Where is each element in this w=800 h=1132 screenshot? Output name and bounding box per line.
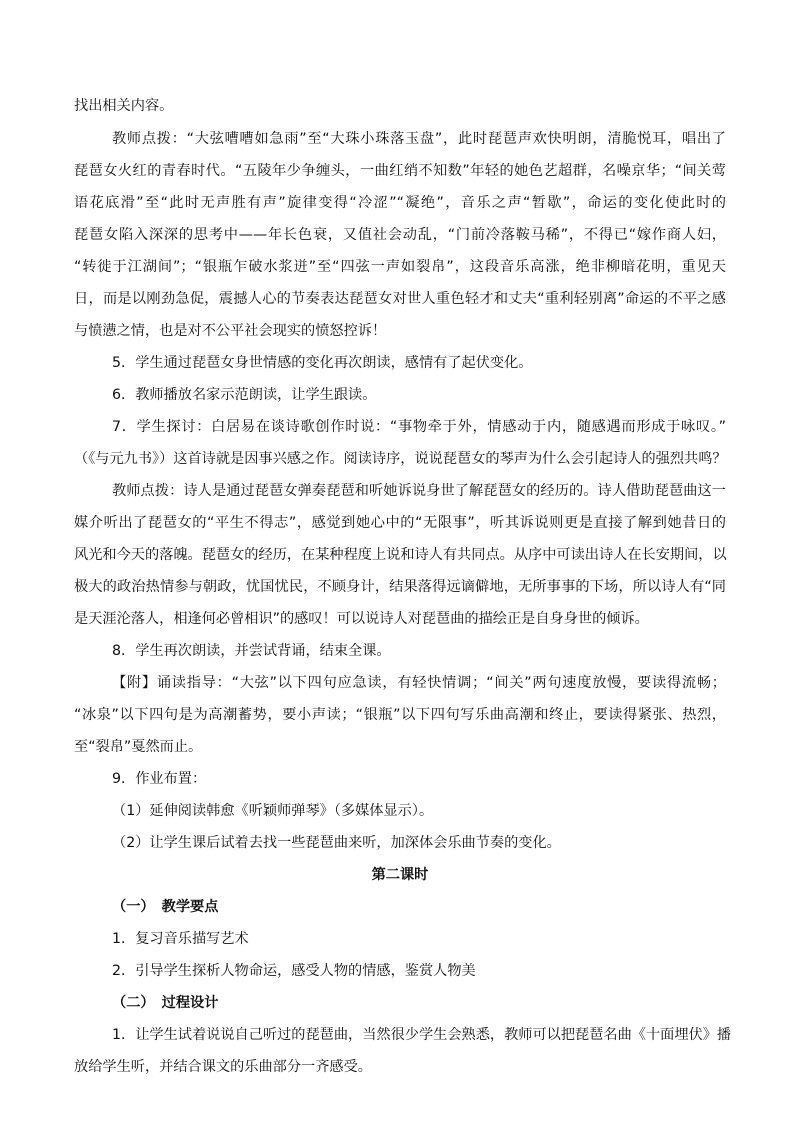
paragraph-line: 放给学生听，并结合课文的乐曲部分一齐感受。 — [74, 1059, 372, 1075]
paragraph-line: 琵琶女火红的青春时代。“五陵年少争缠头，一曲红绡不知数”年轻的她色艺超群，名噪京华；“间关莺 — [74, 163, 726, 179]
paragraph-line: 极大的政治热情参与朝政，忧国忧民，不顾身计，结果落得远谪僻地，无所事事的下场，所以诗人有“同 — [74, 579, 726, 595]
paragraph-line: 1．让学生试着说说自己听过的琵琶曲，当然很少学生会熟悉，教师可以把琵琶名曲《十面埋伏》播 — [112, 1027, 732, 1043]
paragraph-line: 琵琶女陷入深深的思考中——年长色衰，又值社会动乱，“门前冷落鞍马稀”，不得已“嫁作商人妇， — [74, 227, 726, 243]
subsection-title: （一） 教学要点 — [112, 899, 219, 915]
paragraph-line: （《与元九书》）这首诗就是因事兴感之作。阅读诗序，说说琵琶女的琴声为什么会引起诗人的强烈共鸣？ — [74, 451, 727, 467]
paragraph-line: 是天涯沦落人，相逢何必曾相识”的感叹！可以说诗人对琵琶曲的描绘正是自身身世的倾诉。 — [74, 611, 649, 627]
paragraph-line: 6．教师播放名家示范朗读，让学生跟读。 — [112, 387, 377, 403]
paragraph-line: （2）让学生课后试着去找一些琵琶曲来听，加深体会乐曲节奏的变化。 — [112, 835, 561, 851]
paragraph-line: 1．复习音乐描写艺术 — [112, 931, 249, 947]
paragraph-line: 7．学生探讨：白居易在谈诗歌创作时说：“事物牵于外，情感动于内，随感遇而形成于咏叹。” — [112, 419, 726, 435]
paragraph-line: 教师点拨：诗人是通过琵琶女弹奏琵琶和听她诉说身世了解琵琶女的经历的。诗人借助琵琶曲这一 — [112, 483, 726, 499]
paragraph-line: 教师点拨：“大弦嘈嘈如急雨”至“大珠小珠落玉盘”，此时琵琶声欢快明朗，清脆悦耳，唱出了 — [112, 131, 726, 147]
paragraph-line: 2．引导学生探析人物命运，感受人物的情感，鉴赏人物美 — [112, 963, 476, 979]
paragraph-line: 至“裂帛”戛然而止。 — [74, 739, 203, 755]
paragraph-line: “冰泉”以下四句是为高潮蓄势，要小声读；“银瓶”以下四句写乐曲高潮和终止，要读得紧张、热烈， — [74, 707, 726, 723]
paragraph-line: 找出相关内容。 — [74, 98, 174, 114]
paragraph-line: （1）延伸阅读韩愈《听颖师弹琴》（多媒体显示）。 — [112, 803, 434, 819]
paragraph-line: 与愤懑之情，也是对不公平社会现实的愤怒控诉！ — [74, 323, 387, 339]
paragraph-line: 语花底滑”至“此时无声胜有声”旋律变得“冷涩”“凝绝”，音乐之声“暂歇”，命运的变化使此时的 — [74, 195, 726, 211]
paragraph-line: 【附】诵读指导：“大弦”以下四句应急读，有轻快情调；“间关”两句速度放慢，要读得流畅； — [112, 675, 726, 691]
paragraph-line: 风光和今天的落魄。琵琶女的经历，在某种程度上说和诗人有共同点。从序中可读出诗人在长安期间，以 — [74, 547, 727, 563]
section-heading: 第二课时 — [371, 867, 429, 883]
paragraph-line: 5．学生通过琵琶女身世情感的变化再次朗读，感情有了起伏变化。 — [112, 355, 533, 371]
paragraph-line: “转徙于江湖间”；“银瓶乍破水浆迸”至“四弦一声如裂帛”，这段音乐高涨，绝非柳暗花明，重见天 — [74, 259, 726, 275]
paragraph-line: 8．学生再次朗读，并尝试背诵，结束全课。 — [112, 643, 391, 659]
paragraph-line: 日，而是以刚劲急促，震撼人心的节奏表达琵琶女对世人重色轻才和丈夫“重利轻别离”命运的不平之感 — [74, 291, 726, 307]
subsection-title: （二） 过程设计 — [112, 995, 219, 1011]
paragraph-line: 9．作业布置： — [112, 771, 207, 787]
paragraph-line: 媒介听出了琵琶女的“平生不得志”，感觉到她心中的“无限事”，听其诉说则更是直接了解到她昔日的 — [74, 515, 726, 531]
